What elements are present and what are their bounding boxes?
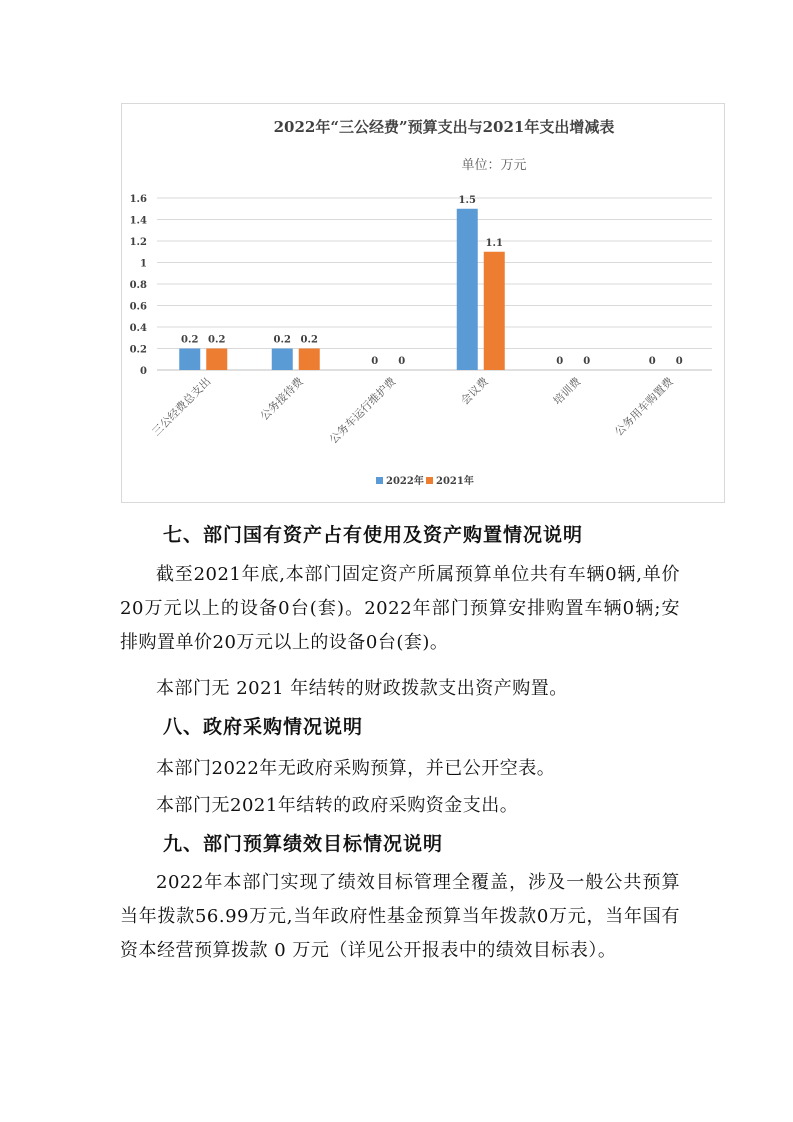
data-label: 0 <box>648 356 656 367</box>
bar-2021 <box>206 349 227 371</box>
data-label: 0.2 <box>181 334 199 346</box>
data-labels <box>181 195 683 367</box>
section9-heading: 九、部门预算绩效目标情况说明 <box>163 833 444 855</box>
y-tick-label: 0.2 <box>129 344 147 356</box>
chart-title: 2022年“三公经费”预算支出与2021年支出增减表 <box>273 118 615 136</box>
data-label: 1.1 <box>485 237 503 249</box>
legend-label-2021: 2021年 <box>436 476 474 487</box>
chart-legend <box>376 474 474 487</box>
bar-2022 <box>272 349 293 371</box>
data-label: 0.2 <box>300 334 318 346</box>
y-axis-ticks <box>130 194 147 377</box>
data-label: 0 <box>556 356 564 367</box>
data-label: 0 <box>583 356 591 367</box>
bar-2022 <box>457 209 478 370</box>
y-tick-label: 1 <box>140 258 147 270</box>
bar-2022 <box>179 349 200 371</box>
data-label: 1.5 <box>458 194 476 206</box>
legend-label-2022: 2022年 <box>386 476 424 487</box>
y-tick-label: 0.6 <box>129 301 147 313</box>
section7-paragraph1: 截至2021年底,本部门固定资产所属预算单位共有车辆0辆,单价20万元以上的设备0台(套)。2022年部门预算安排购置车辆0辆;安排购置单价20万元以上的设备0台(套)。 <box>120 564 680 653</box>
bar-chart-svg <box>122 104 726 504</box>
x-tick-label: 会议费 <box>458 374 491 408</box>
section7-heading: 七、部门国有资产占有使用及资产购置情况说明 <box>163 524 584 546</box>
section8-paragraph2: 本部门无2021年结转的政府采购资金支出。 <box>156 795 519 816</box>
section8-heading: 八、政府采购情况说明 <box>163 716 364 738</box>
y-tick-label: 1.4 <box>129 215 147 227</box>
legend-swatch-2022 <box>376 477 383 484</box>
bars <box>179 209 505 370</box>
y-tick-label: 0 <box>140 366 147 377</box>
x-tick-label: 公务接待费 <box>257 374 306 424</box>
budget-chart <box>121 103 725 503</box>
bar-2021 <box>299 349 320 371</box>
legend-swatch-2021 <box>426 477 433 484</box>
y-tick-label: 0.4 <box>129 323 147 334</box>
gridlines <box>157 198 712 370</box>
x-tick-label: 培训费 <box>550 374 584 408</box>
section7-paragraph2: 本部门无 2021 年结转的财政拨款支出资产购置。 <box>156 678 568 699</box>
data-label: 0.2 <box>208 334 226 346</box>
y-tick-label: 0.8 <box>129 280 147 291</box>
x-tick-label: 三公经费总支出 <box>149 374 214 439</box>
data-label: 0.2 <box>273 334 291 346</box>
y-tick-label: 1.2 <box>129 237 147 248</box>
data-label: 0 <box>675 356 683 367</box>
section9-paragraph1: 2022年本部门实现了绩效目标管理全覆盖，涉及一般公共预算当年拨款56.99万元,当年政府性基金预算当年拨款0万元，当年国有资本经营预算拨款 0 万元（详见公开报表中的绩效目标表）。 <box>120 872 680 961</box>
section8-paragraph1: 本部门2022年无政府采购预算，并已公开空表。 <box>156 758 556 779</box>
data-label: 0 <box>371 356 379 367</box>
bar-2021 <box>484 252 505 370</box>
x-axis-ticks <box>149 374 677 447</box>
data-label: 0 <box>398 356 406 367</box>
x-tick-label: 公务车运行维护费 <box>326 374 399 447</box>
y-tick-label: 1.6 <box>129 194 147 205</box>
chart-unit-label: 单位：万元 <box>461 158 527 173</box>
x-tick-label: 公务用车购置费 <box>612 374 676 439</box>
